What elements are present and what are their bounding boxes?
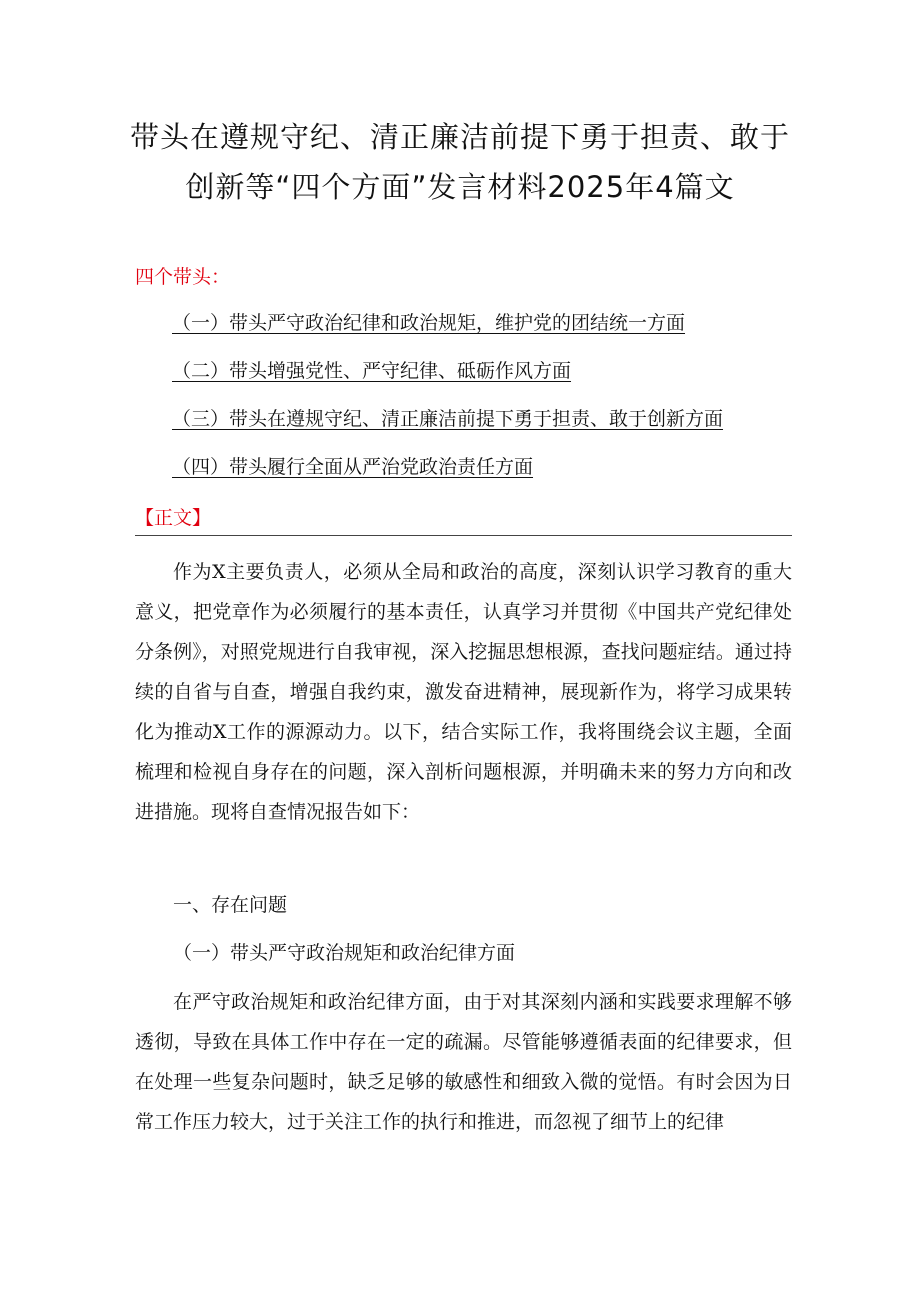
body-paragraph-1: 作为X主要负责人，必须从全局和政治的高度，深刻认识学习教育的重大意义，把党章作为必须履行的基本责任，认真学习并贯彻《中国共产党纪律处分条例》，对照党规进行自我审视，深入挖掘思想根源，查找问题症结。通过持续的自省与自查，增强自我约束，激发奋进精神，展现新作为，将学习成果转化为推动X工作的源源动力。以下，结合实际工作，我将围绕会议主题，全面梳理和检视自身存在的问题，深入剖析问题根源，并明确未来的努力方向和改进措施。现将自查情况报告如下： <box>135 561 792 823</box>
section-divider <box>135 535 792 536</box>
toc-link-1[interactable]: （一）带头严守政治纪律和政治规矩，维护党的团结统一方面 <box>172 312 686 334</box>
toc-item-4[interactable] <box>172 454 723 502</box>
subsection-heading-1: （一）带头严守政治规矩和政治纪律方面 <box>173 942 516 964</box>
section-tag-main-text: 【正文】 <box>135 507 212 529</box>
toc-link-2[interactable]: （二）带头增强党性、严守纪律、砥砺作风方面 <box>172 360 572 382</box>
toc-link-3[interactable]: （三）带头在遵规守纪、清正廉洁前提下勇于担责、敢于创新方面 <box>172 408 724 430</box>
toc-item-2[interactable] <box>172 358 723 406</box>
toc-header: 四个带头： <box>135 266 231 288</box>
section-heading-1: 一、存在问题 <box>173 894 288 916</box>
body-paragraph-2: 在严守政治规矩和政治纪律方面，由于对其深刻内涵和实践要求理解不够透彻，导致在具体工作中存在一定的疏漏。尽管能够遵循表面的纪律要求，但在处理一些复杂问题时，缺乏足够的敏感性和细致入微的觉悟。有时会因为日常工作压力较大，过于关注工作的执行和推进，而忽视了细节上的纪律 <box>135 991 792 1133</box>
toc-item-1[interactable] <box>172 310 723 358</box>
toc-item-3[interactable] <box>172 406 723 454</box>
toc-link-4[interactable]: （四）带头履行全面从严治党政治责任方面 <box>172 456 534 478</box>
document-title: 带头在遵规守纪、清正廉洁前提下勇于担责、敢于创新等“四个方面”发言材料2025年4篇文 <box>129 120 790 204</box>
table-of-contents <box>172 310 723 502</box>
